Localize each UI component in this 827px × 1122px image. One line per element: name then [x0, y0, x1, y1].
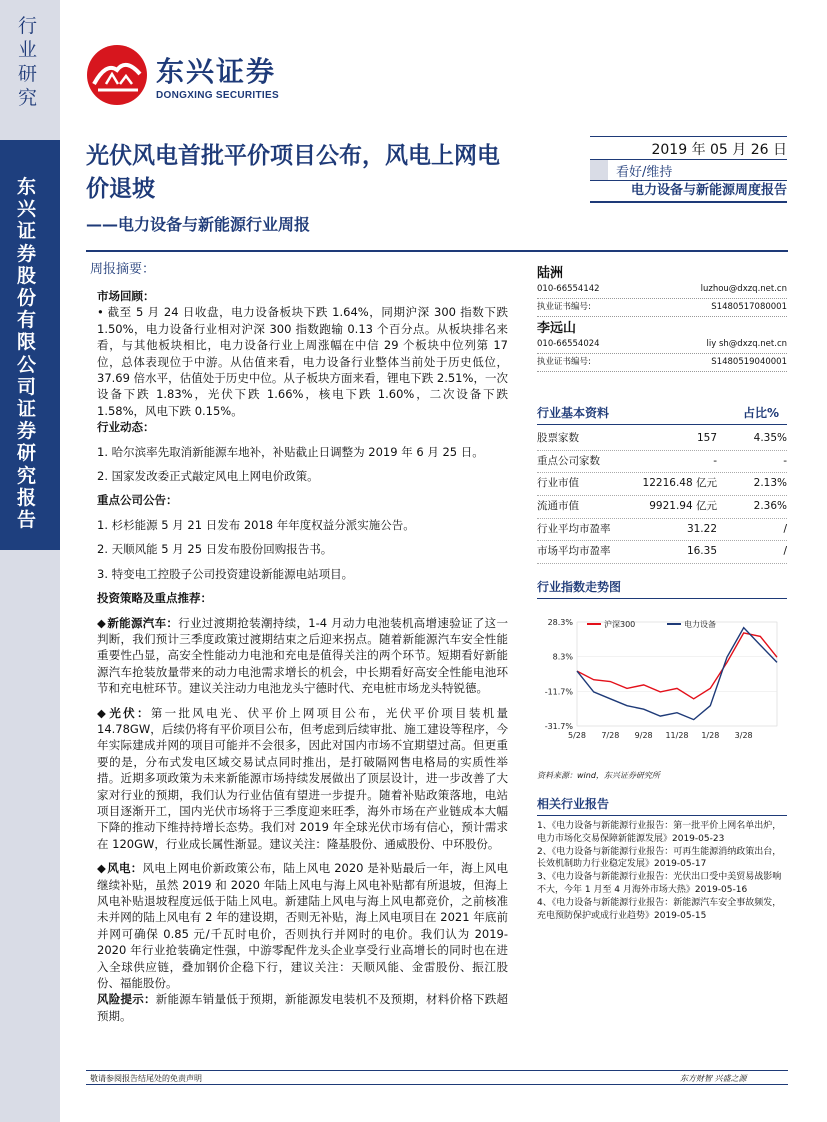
bullet-icon: •	[97, 305, 104, 320]
chart-source: 资料来源：wind，东兴证券研究所	[537, 771, 660, 780]
rating-box	[590, 159, 787, 181]
report-title: 光伏风电首批平价项目公布，风电上网电价退坡	[86, 143, 500, 202]
x-tick-label: 5/28	[568, 731, 586, 740]
analyst-block	[537, 262, 787, 372]
wind-paragraph: ◆风电：风电上网电价新政策公布，陆上风电 2020 是补贴最后一年，海上风电继续补贴，虽然 2019 和 2020 年陆上风电与海上风电补贴都有所退坡，但海上风电补贴退坡程度远低于陆上风电。新建陆上风电与海上风电都竞价，之前核准未并网的陆上风电有 2 年的建设期，否则无补贴，海上风电项目在 2021 年底前并网可确保 0.85 元/千瓦时电价，否则执行并网时的电价。我们认为 2019-2020 年行业抢装确定性强，中游零配件龙头企业享受行业高增长的同时也在进入全球供应链，叠加钢价企稳下行，建议关注：天顺风能、金雷股份、振江股份、福能股份。	[97, 861, 509, 991]
x-tick-label: 7/28	[601, 731, 620, 740]
pv-paragraph: ◆光伏：第一批风电光、伏平价上网项目公布，光伏平价项目装机量 14.78GW，后续仍将有平价项目公布，但考虑到后续审批、施工建设等程序，今年实际建成并网的项目可能并不会很多，因此对国内市场不宜期望过高。但更重要的是，分布式发电区域交易试点同时推出，是打破隔网售电格局的实质性举措。近期多项政策为未来新能源市场持续发展做出了顶层设计，进一步改善了大家对行业的预期，我们认为行业估值有望进一步提升。随着补贴政策落地，电站项目逐渐开工，国内光伏市场将于三季度迎来旺季，海外市场在产业链成本大幅下降的推动下维持持增长态势。我们对 2019 年全球光伏市场有信心，预计需求在 120GW，行业成长属性渐显。建议关注：隆基股份、通威股份、中环股份。	[97, 705, 508, 851]
logo-name-cn: 东兴证券	[156, 55, 277, 88]
x-tick-label: 3/28	[734, 731, 753, 740]
analyst-cert-row: 执业证书编号: S1480519040001	[537, 354, 787, 372]
table-row: 股票家数 157 4.35%	[537, 428, 787, 451]
table-row: 重点公司家数 - -	[537, 451, 787, 474]
footer-divider	[86, 1070, 788, 1071]
sidebar	[0, 0, 60, 1122]
analyst-cert-row: 执业证书编号: S1480517080001	[537, 299, 787, 317]
list-item[interactable]: 4、《电力设备与新能源行业报告：新能源汽车安全事故频发，充电预防保护或成行业趋势》2019-05-15	[537, 897, 782, 921]
table-row: 市场平均市盈率 16.35 /	[537, 541, 787, 564]
list-item[interactable]: 2、《电力设备与新能源行业报告：可再生能源消纳政策出台，长效机制助力行业稳定发展》2019-05-17	[537, 846, 782, 870]
company-item: 3. 特变电工控股子公司投资建设新能源电站项目。	[97, 566, 354, 581]
x-tick-label: 1/28	[701, 731, 720, 740]
rating-marker	[590, 160, 608, 180]
y-tick-label: -11.7%	[544, 687, 573, 697]
legend-label: 电力设备	[684, 620, 716, 629]
market-heading: 市场回顾：	[97, 289, 155, 303]
logo-name-en: DONGXING SECURITIES	[156, 90, 279, 101]
sidebar-company-block	[0, 140, 60, 550]
table-row: 流通市值 9921.94 亿元 2.36%	[537, 496, 787, 519]
analyst-contact-row: 010-66554142 luzhou@dxzq.net.cn	[537, 281, 787, 299]
list-item[interactable]: 1、《电力设备与新能源行业报告：第一批平价上网名单出炉，电力市场化交易保障新能源发展》2019-05-23	[537, 821, 782, 844]
strategy-heading: 投资策略及重点推荐：	[97, 591, 212, 606]
report-type: 电力设备与新能源周度报告	[590, 181, 787, 203]
y-tick-label: 8.3%	[552, 652, 573, 662]
analyst-contact-row: 010-66554024 liy sh@dxzq.net.cn	[537, 336, 787, 354]
y-tick-label: -31.7%	[544, 722, 573, 731]
footer-divider	[86, 1084, 788, 1085]
sidebar-category-block	[0, 0, 60, 140]
risk-paragraph: 风险提示：新能源车销量低于预期，新能源发电装机不及预期，材料价格下跌超预期。	[97, 992, 508, 1023]
list-item[interactable]: 3、《电力设备与新能源行业报告：光伏出口受中美贸易战影响不大，今年 1 月至 4 月海外市场大热》2019-05-16	[537, 872, 782, 895]
industry-item: 2. 国家发改委正式敲定风电上网电价政策。	[97, 469, 319, 484]
company-heading: 重点公司公告：	[97, 493, 178, 508]
report-date: 2019 年 05 月 26 日	[590, 136, 787, 159]
x-tick-label: 11/28	[665, 731, 689, 740]
x-tick-label: 9/28	[634, 731, 653, 740]
chart-header: 行业指数走势图	[537, 578, 787, 599]
bullet-icon: ◆	[97, 705, 106, 720]
analyst-name: 陆洲	[537, 266, 564, 281]
bullet-icon: ◆	[97, 615, 106, 630]
index-trend-chart	[537, 608, 787, 768]
header-divider	[86, 250, 788, 252]
market-text: • 截至 5 月 24 日收盘，电力设备板块下跌 1.64%，同期沪深 300 指数下跌 1.50%，电力设备行业相对沪深 300 指数跑输 0.13 个百分点。从板块排名来看，与其他板块相比，电力设备行业上周涨幅在中信 29 个板块中位列第 17 位，总体表现位于中游。从估值来看，电力设备行业整体当前处于历史低位，37.69 倍水平，估值处于历史中位。从子板块方面来看，锂电下跌 2.51%，一次设备下跌 1.83%，光伏下跌 1.66%，核电下跌 1.60%，二次设备下跌 1.58%，风电下跌 0.15%。	[97, 305, 508, 418]
plot-frame	[577, 622, 777, 726]
table-row: 行业市值 12216.48 亿元 2.13%	[537, 473, 787, 496]
legend-label: 沪深300	[604, 620, 636, 629]
report-subtitle: ——电力设备与新能源行业周报	[86, 215, 311, 234]
dongxing-logo-icon	[86, 44, 148, 106]
footer-slogan: 东方财智 兴盛之源	[680, 1074, 747, 1083]
industry-info-table	[537, 428, 787, 564]
industry-info-header: 行业基本资料 占比%	[537, 404, 787, 425]
table-row: 行业平均市盈率 31.22 /	[537, 519, 787, 542]
summary-label: 周报摘要：	[90, 262, 156, 277]
analyst-name: 李远山	[537, 321, 577, 336]
sidebar-company: 东兴证券股份有限公司证券研究报告	[17, 176, 37, 532]
company-item: 2. 天顺风能 5 月 25 日发布股份回购报告书。	[97, 542, 333, 557]
rating-text: 看好/维持	[616, 165, 673, 180]
bullet-icon: ◆	[97, 861, 106, 876]
industry-heading: 行业动态：	[97, 420, 155, 435]
sidebar-bottom-block	[0, 550, 60, 1122]
series-line-0	[577, 633, 777, 699]
company-item: 1. 杉杉能源 5 月 21 日发布 2018 年年度权益分派实施公告。	[97, 517, 415, 532]
sidebar-category: 行业研究	[18, 15, 38, 109]
related-list	[537, 820, 787, 922]
footer-disclaimer: 敬请参阅报告结尾处的免责声明	[90, 1074, 202, 1083]
series-line-1	[577, 628, 777, 720]
industry-item: 1. 哈尔滨率先取消新能源车地补，补贴截止日调整为 2019 年 6 月 25 日。	[97, 444, 484, 459]
y-tick-label: 28.3%	[547, 618, 573, 627]
ev-paragraph: ◆新能源汽车：行业过渡期抢装潮持续，1-4 月动力电池装机高增速验证了这一判断，我们预计三季度政策过渡期结束之后迎来拐点。随着新能源汽车安全性能重要性凸显，高安全性能动力电池和充电是值得关注的两个环节。短期看好新能源汽车抢装放量带来的动力电池需求增长的机会，中长期看好高安全性能电池环节和充电桩环节。建议关注动力电池龙头宁德时代、充电桩市场龙头特锐德。	[97, 615, 509, 696]
main-content	[97, 288, 508, 1024]
related-header: 相关行业报告	[537, 795, 787, 816]
